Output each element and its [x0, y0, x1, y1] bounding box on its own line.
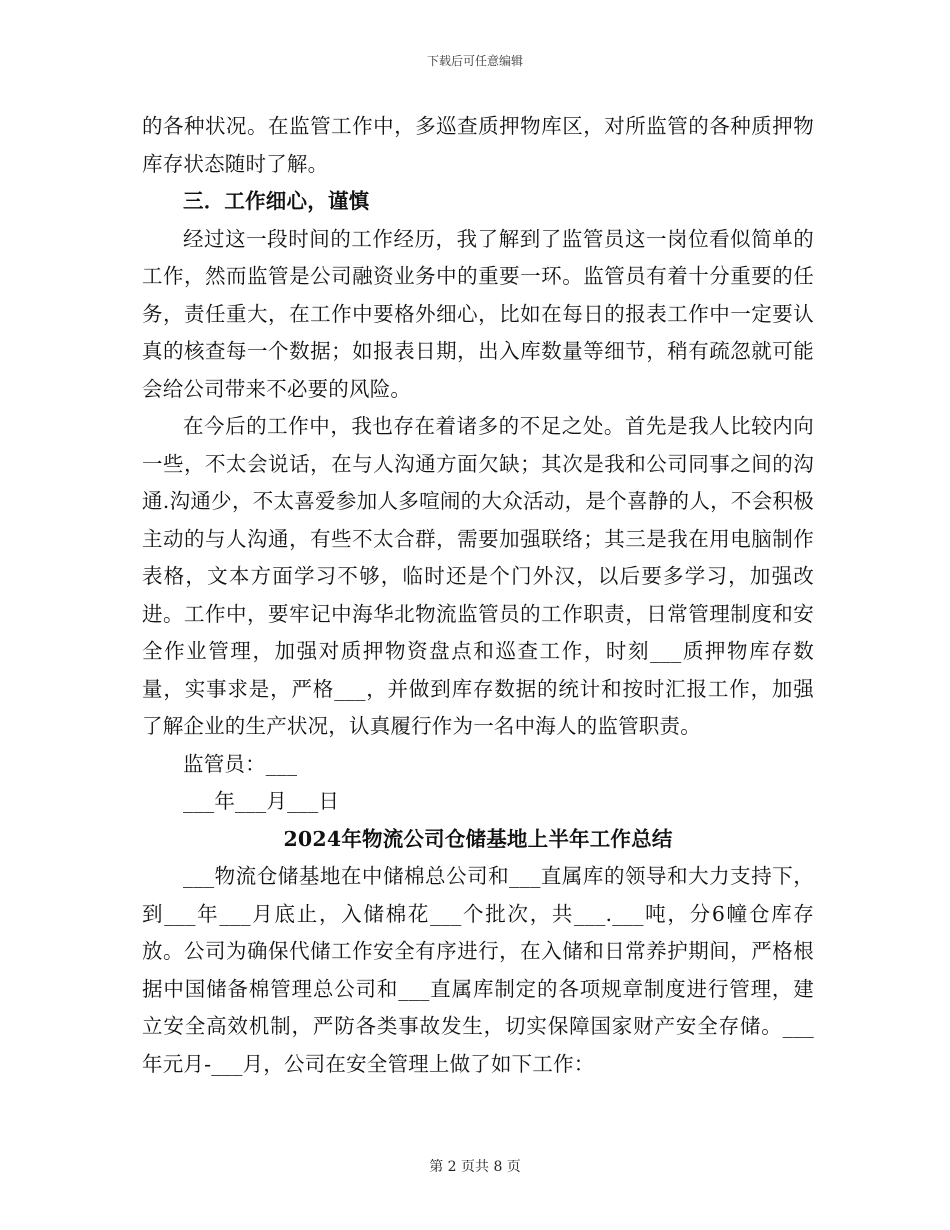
- page-header: 下载后可任意编辑: [426, 54, 523, 68]
- paragraph: ___物流仓储基地在中储棉总公司和___直属库的领导和大力支持下，到___年___月底止，入储棉花___个批次，共___.___吨，分6幢仓库存放。公司为确保代储工作安全有序进行，在入储和日常养护期间，严格根据中国储备棉管理总公司和___直属库制定的各项规章制度进行管理，建立安全高效机制，严防各类事故发生，切实保障国家财产安全存储。___年元月-___月，公司在安全管理上做了如下工作：: [142, 864, 814, 1076]
- document-body: [142, 108, 814, 1083]
- date-line: ___年___月___日: [183, 789, 340, 813]
- document-title: 2024年物流公司仓储基地上半年工作总结: [283, 826, 673, 851]
- paragraph: 的各种状况。在监管工作中，多巡查质押物库区，对所监管的各种质押物库存状态随时了解。: [142, 114, 814, 176]
- signature-line: 监管员：___: [183, 751, 298, 776]
- section-heading: 三．工作细心，谨慎: [183, 189, 370, 213]
- paragraph: 经过这一段时间的工作经历，我了解到了监管员这一岗位看似简单的工作，然而监管是公司融资业务中的重要一环。监管员有着十分重要的任务，责任重大，在工作中要格外细心，比如在每日的报表工作中一定要认真的核查每一个数据；如报表日期，出入库数量等细节，稍有疏忽就可能会给公司带来不必要的风险。: [142, 226, 814, 401]
- paragraph: 在今后的工作中，我也存在着诸多的不足之处。首先是我人比较内向一些，不太会说话，在与人沟通方面欠缺；其次是我和公司同事之间的沟通.沟通少，不太喜爱参加人多喧闹的大众活动，是个喜静的人，不会积极主动的与人沟通，有些不太合群，需要加强联络；其三是我在用电脑制作表格，文本方面学习不够，临时还是个门外汉，以后要多学习，加强改进。工作中，要牢记中海华北物流监管员的工作职责，日常管理制度和安全作业管理，加强对质押物资盘点和巡查工作，时刻___质押物库存数量，实事求是，严格___，并做到库存数据的统计和按时汇报工作，加强了解企业的生产状况，认真履行作为一名中海人的监管职责。: [142, 414, 814, 738]
- page-footer: 第 2 页共 8 页: [429, 1159, 521, 1175]
